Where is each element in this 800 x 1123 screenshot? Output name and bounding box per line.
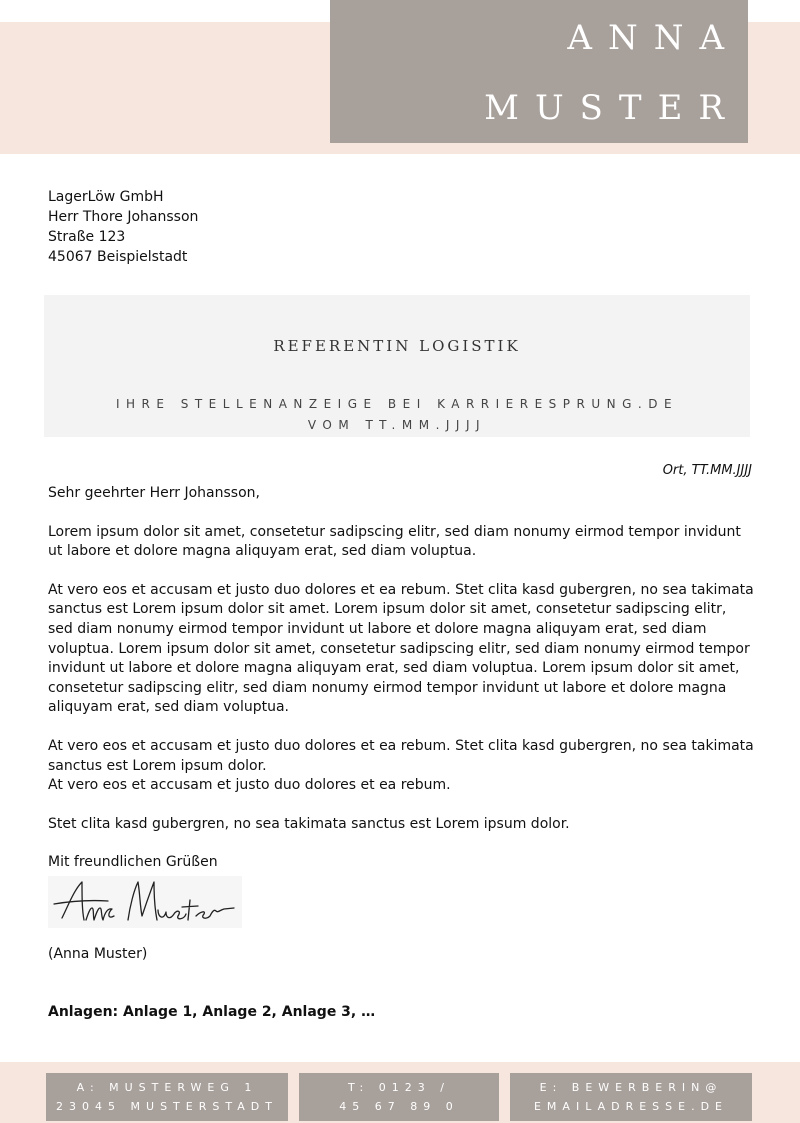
paragraph-3-line-2: At vero eos et accusam et justo duo dolores et ea rebum. xyxy=(48,777,451,794)
subject-box xyxy=(44,295,750,437)
paragraph-4: Stet clita kasd gubergren, no sea takimata sanctus est Lorem ipsum dolor. xyxy=(48,815,570,832)
recipient-company: LagerLöw GmbH xyxy=(48,189,164,205)
footer-email xyxy=(510,1073,752,1121)
footer-email-line1: E: BEWERBERIN@ xyxy=(539,1081,723,1094)
footer-phone-line1: T: 0123 / xyxy=(348,1081,450,1094)
footer-phone-line2: 45 67 89 0 xyxy=(339,1100,459,1113)
subject-reference-line2: VOM TT.MM.JJJJ xyxy=(307,418,487,432)
name-banner xyxy=(330,0,748,143)
footer-phone xyxy=(299,1073,499,1121)
attachments: Anlagen: Anlage 1, Anlage 2, Anlage 3, … xyxy=(48,1004,376,1020)
footer-address-line2: 23045 MUSTERSTADT xyxy=(56,1100,278,1113)
footer-address xyxy=(46,1073,288,1121)
closing: Mit freundlichen Grüßen xyxy=(48,854,218,871)
recipient-city: 45067 Beispielstadt xyxy=(48,249,188,265)
footer-address-line1: A: MUSTERWEG 1 xyxy=(76,1081,258,1094)
first-name: ANNA xyxy=(567,18,740,58)
recipient-street: Straße 123 xyxy=(48,229,126,245)
letter-body xyxy=(48,484,754,873)
subject-reference xyxy=(44,394,750,436)
paragraph-2: At vero eos et accusam et justo duo dolores et ea rebum. Stet clita kasd gubergren, no sea takimata sanctus est Lorem ipsum dolor sit amet. Lorem ipsum dolor sit amet, consetetur sadipscing elitr, sed diam nonumy eirmod tempor invidunt ut labore et dolore magna aliquyam erat, sed diam voluptua. Lorem ipsum dolor sit amet, consetetur sadipscing elitr, sed diam nonumy eirmod tempor invidunt ut labore et dolore magna aliquyam erat, sed diam voluptua. Lorem ipsum dolor sit amet, consetetur sadipscing elitr, sed diam nonumy eirmod tempor invidunt ut labore et dolore magna aliquyam erat, sed diam voluptua. xyxy=(48,581,754,716)
paragraph-3-line-1: At vero eos et accusam et justo duo dolores et ea rebum. Stet clita kasd gubergren, no sea takimata sanctus est Lorem ipsum dolor. xyxy=(48,737,754,774)
footer-email-line2: EMAILADRESSE.DE xyxy=(533,1100,728,1113)
subject-reference-line1: IHRE STELLENANZEIGE BEI KARRIERESPRUNG.DE xyxy=(115,397,679,411)
recipient-contact: Herr Thore Johansson xyxy=(48,209,199,225)
salutation: Sehr geehrter Herr Johansson, xyxy=(48,485,260,501)
handwritten-signature xyxy=(48,876,242,928)
place-date: Ort, TT.MM.JJJJ xyxy=(662,463,752,478)
recipient-address xyxy=(48,187,198,267)
last-name: MUSTER xyxy=(484,88,740,128)
printed-name: (Anna Muster) xyxy=(48,946,148,962)
paragraph-1: Lorem ipsum dolor sit amet, consetetur sadipscing elitr, sed diam nonumy eirmod tempor invidunt ut labore et dolore magna aliquyam erat, sed diam voluptua. xyxy=(48,523,741,560)
subject-title: REFERENTIN LOGISTIK xyxy=(273,337,521,355)
